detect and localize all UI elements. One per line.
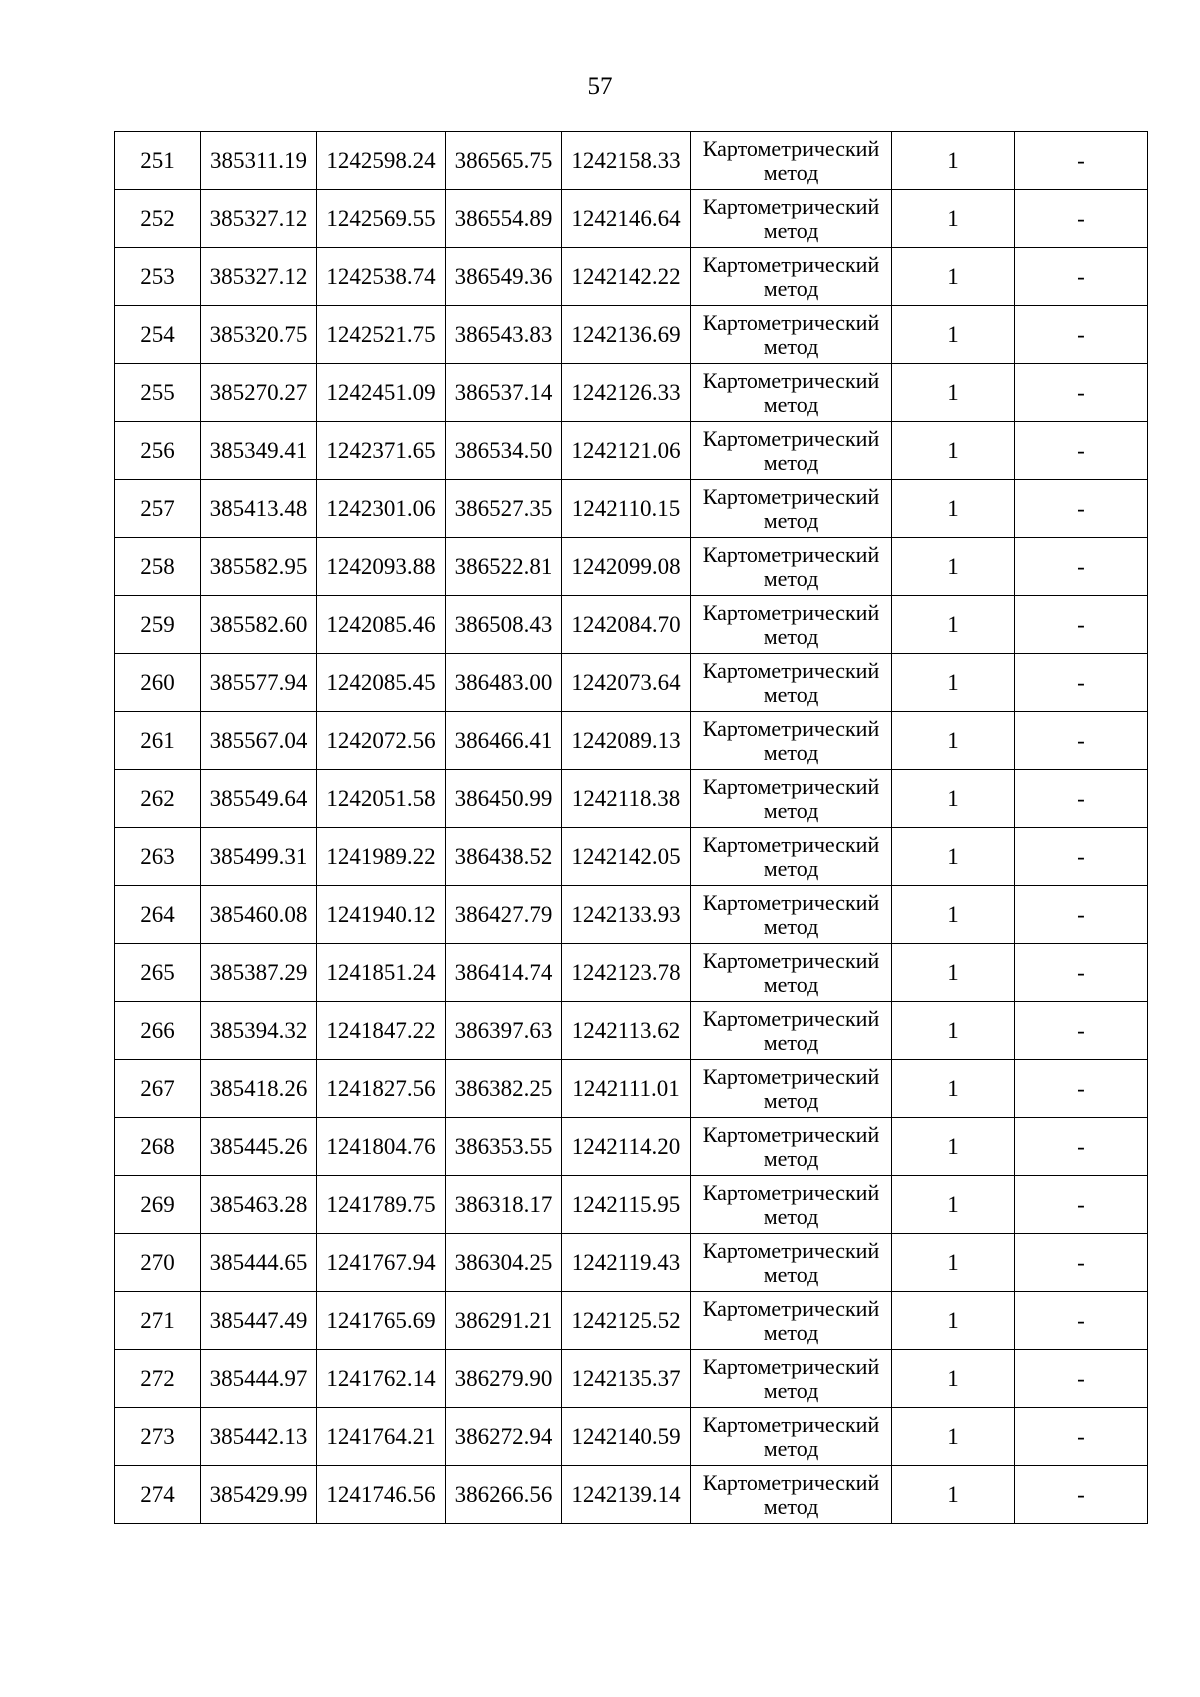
- y-new-cell: 1242146.64: [562, 190, 691, 248]
- note-cell: -: [1015, 1118, 1148, 1176]
- note-cell: -: [1015, 944, 1148, 1002]
- y-new-cell: 1242121.06: [562, 422, 691, 480]
- table-row: [115, 364, 1148, 422]
- method-word-1: Картометрический: [702, 367, 880, 393]
- point-number-cell: 271: [115, 1292, 201, 1350]
- y-old-cell: 1242085.46: [317, 596, 446, 654]
- method-word-1: Картометрический: [702, 599, 880, 625]
- method-word-2: метод: [763, 913, 819, 939]
- x-old-cell: 385582.95: [201, 538, 317, 596]
- y-new-cell: 1242099.08: [562, 538, 691, 596]
- method-word-1: Картометрический: [702, 1005, 880, 1031]
- table-row: [115, 1176, 1148, 1234]
- method-word-1: Картометрический: [702, 1121, 880, 1147]
- table-row: [115, 654, 1148, 712]
- table-row: [115, 1118, 1148, 1176]
- point-number-cell: 267: [115, 1060, 201, 1118]
- x-old-cell: 385463.28: [201, 1176, 317, 1234]
- accuracy-cell: 1: [892, 1002, 1015, 1060]
- note-cell: -: [1015, 132, 1148, 190]
- accuracy-cell: 1: [892, 190, 1015, 248]
- y-new-cell: 1242110.15: [562, 480, 691, 538]
- y-new-cell: 1242136.69: [562, 306, 691, 364]
- accuracy-cell: 1: [892, 712, 1015, 770]
- point-number-cell: 257: [115, 480, 201, 538]
- method-word-2: метод: [763, 507, 819, 533]
- table-body: [115, 132, 1148, 1524]
- page-number: 57: [587, 73, 613, 100]
- accuracy-cell: 1: [892, 1118, 1015, 1176]
- method-word-2: метод: [763, 217, 819, 243]
- note-cell: -: [1015, 306, 1148, 364]
- table-row: [115, 306, 1148, 364]
- accuracy-cell: 1: [892, 1350, 1015, 1408]
- method-cell: [691, 654, 892, 712]
- x-new-cell: 386534.50: [446, 422, 562, 480]
- y-new-cell: 1242113.62: [562, 1002, 691, 1060]
- method-word-1: Картометрический: [702, 1353, 880, 1379]
- y-new-cell: 1242089.13: [562, 712, 691, 770]
- y-old-cell: 1242569.55: [317, 190, 446, 248]
- y-new-cell: 1242114.20: [562, 1118, 691, 1176]
- y-new-cell: 1242118.38: [562, 770, 691, 828]
- note-cell: -: [1015, 422, 1148, 480]
- method-cell: [691, 1350, 892, 1408]
- x-old-cell: 385387.29: [201, 944, 317, 1002]
- method-word-1: Картометрический: [702, 251, 880, 277]
- table-row: [115, 1234, 1148, 1292]
- y-new-cell: 1242133.93: [562, 886, 691, 944]
- point-number-cell: 262: [115, 770, 201, 828]
- method-word-2: метод: [763, 449, 819, 475]
- y-new-cell: 1242115.95: [562, 1176, 691, 1234]
- table-row: [115, 538, 1148, 596]
- method-cell: [691, 1466, 892, 1524]
- accuracy-cell: 1: [892, 422, 1015, 480]
- x-old-cell: 385413.48: [201, 480, 317, 538]
- method-word-1: Картометрический: [702, 715, 880, 741]
- y-new-cell: 1242123.78: [562, 944, 691, 1002]
- y-old-cell: 1241764.21: [317, 1408, 446, 1466]
- method-cell: [691, 1176, 892, 1234]
- point-number-cell: 270: [115, 1234, 201, 1292]
- accuracy-cell: 1: [892, 1292, 1015, 1350]
- coordinates-table: [114, 131, 1148, 1524]
- y-old-cell: 1242051.58: [317, 770, 446, 828]
- note-cell: -: [1015, 654, 1148, 712]
- table-row: [115, 132, 1148, 190]
- x-old-cell: 385327.12: [201, 248, 317, 306]
- method-word-1: Картометрический: [702, 1411, 880, 1437]
- y-old-cell: 1241827.56: [317, 1060, 446, 1118]
- point-number-cell: 266: [115, 1002, 201, 1060]
- y-new-cell: 1242142.05: [562, 828, 691, 886]
- table-row: [115, 886, 1148, 944]
- note-cell: -: [1015, 480, 1148, 538]
- method-cell: [691, 1002, 892, 1060]
- note-cell: -: [1015, 828, 1148, 886]
- y-new-cell: 1242111.01: [562, 1060, 691, 1118]
- method-cell: [691, 712, 892, 770]
- x-old-cell: 385582.60: [201, 596, 317, 654]
- note-cell: -: [1015, 1292, 1148, 1350]
- method-cell: [691, 944, 892, 1002]
- y-new-cell: 1242073.64: [562, 654, 691, 712]
- y-new-cell: 1242125.52: [562, 1292, 691, 1350]
- method-cell: [691, 248, 892, 306]
- note-cell: -: [1015, 1002, 1148, 1060]
- note-cell: -: [1015, 1350, 1148, 1408]
- x-new-cell: 386450.99: [446, 770, 562, 828]
- note-cell: -: [1015, 190, 1148, 248]
- note-cell: -: [1015, 1176, 1148, 1234]
- note-cell: -: [1015, 248, 1148, 306]
- note-cell: -: [1015, 712, 1148, 770]
- method-cell: [691, 480, 892, 538]
- y-old-cell: 1242093.88: [317, 538, 446, 596]
- y-old-cell: 1242085.45: [317, 654, 446, 712]
- y-new-cell: 1242084.70: [562, 596, 691, 654]
- method-word-1: Картометрический: [702, 1295, 880, 1321]
- point-number-cell: 260: [115, 654, 201, 712]
- table-row: [115, 1466, 1148, 1524]
- y-old-cell: 1241847.22: [317, 1002, 446, 1060]
- method-cell: [691, 886, 892, 944]
- method-word-2: метод: [763, 1261, 819, 1287]
- method-cell: [691, 828, 892, 886]
- method-word-1: Картометрический: [702, 309, 880, 335]
- point-number-cell: 272: [115, 1350, 201, 1408]
- note-cell: -: [1015, 1060, 1148, 1118]
- method-cell: [691, 306, 892, 364]
- method-cell: [691, 364, 892, 422]
- y-old-cell: 1242451.09: [317, 364, 446, 422]
- method-cell: [691, 538, 892, 596]
- y-new-cell: 1242119.43: [562, 1234, 691, 1292]
- table-row: [115, 596, 1148, 654]
- x-new-cell: 386522.81: [446, 538, 562, 596]
- y-new-cell: 1242142.22: [562, 248, 691, 306]
- x-new-cell: 386543.83: [446, 306, 562, 364]
- table-row: [115, 248, 1148, 306]
- x-old-cell: 385445.26: [201, 1118, 317, 1176]
- method-word-2: метод: [763, 797, 819, 823]
- table-row: [115, 828, 1148, 886]
- method-cell: [691, 132, 892, 190]
- point-number-cell: 259: [115, 596, 201, 654]
- y-old-cell: 1242598.24: [317, 132, 446, 190]
- method-word-2: метод: [763, 1493, 819, 1519]
- x-old-cell: 385447.49: [201, 1292, 317, 1350]
- table-row: [115, 422, 1148, 480]
- x-old-cell: 385418.26: [201, 1060, 317, 1118]
- y-old-cell: 1242072.56: [317, 712, 446, 770]
- point-number-cell: 256: [115, 422, 201, 480]
- accuracy-cell: 1: [892, 1060, 1015, 1118]
- method-cell: [691, 1118, 892, 1176]
- x-new-cell: 386527.35: [446, 480, 562, 538]
- method-word-1: Картометрический: [702, 1179, 880, 1205]
- method-word-1: Картометрический: [702, 947, 880, 973]
- accuracy-cell: 1: [892, 538, 1015, 596]
- x-new-cell: 386537.14: [446, 364, 562, 422]
- point-number-cell: 273: [115, 1408, 201, 1466]
- method-cell: [691, 1292, 892, 1350]
- method-cell: [691, 770, 892, 828]
- y-old-cell: 1241989.22: [317, 828, 446, 886]
- accuracy-cell: 1: [892, 654, 1015, 712]
- method-word-1: Картометрический: [702, 831, 880, 857]
- point-number-cell: 268: [115, 1118, 201, 1176]
- x-old-cell: 385577.94: [201, 654, 317, 712]
- x-old-cell: 385270.27: [201, 364, 317, 422]
- table-row: [115, 712, 1148, 770]
- method-word-2: метод: [763, 1087, 819, 1113]
- note-cell: -: [1015, 364, 1148, 422]
- note-cell: -: [1015, 538, 1148, 596]
- x-old-cell: 385442.13: [201, 1408, 317, 1466]
- table-row: [115, 770, 1148, 828]
- x-old-cell: 385460.08: [201, 886, 317, 944]
- method-word-2: метод: [763, 1377, 819, 1403]
- point-number-cell: 252: [115, 190, 201, 248]
- method-word-2: метод: [763, 159, 819, 185]
- x-old-cell: 385499.31: [201, 828, 317, 886]
- y-new-cell: 1242139.14: [562, 1466, 691, 1524]
- y-new-cell: 1242140.59: [562, 1408, 691, 1466]
- method-word-2: метод: [763, 855, 819, 881]
- point-number-cell: 255: [115, 364, 201, 422]
- method-word-2: метод: [763, 275, 819, 301]
- accuracy-cell: 1: [892, 248, 1015, 306]
- point-number-cell: 274: [115, 1466, 201, 1524]
- x-new-cell: 386291.21: [446, 1292, 562, 1350]
- method-word-1: Картометрический: [702, 193, 880, 219]
- method-word-2: метод: [763, 739, 819, 765]
- x-new-cell: 386565.75: [446, 132, 562, 190]
- method-word-1: Картометрический: [702, 773, 880, 799]
- method-word-1: Картометрический: [702, 135, 880, 161]
- x-new-cell: 386438.52: [446, 828, 562, 886]
- x-new-cell: 386466.41: [446, 712, 562, 770]
- x-old-cell: 385394.32: [201, 1002, 317, 1060]
- y-old-cell: 1241804.76: [317, 1118, 446, 1176]
- x-old-cell: 385327.12: [201, 190, 317, 248]
- method-word-1: Картометрический: [702, 541, 880, 567]
- y-old-cell: 1241762.14: [317, 1350, 446, 1408]
- x-old-cell: 385320.75: [201, 306, 317, 364]
- y-old-cell: 1241789.75: [317, 1176, 446, 1234]
- y-new-cell: 1242135.37: [562, 1350, 691, 1408]
- method-word-1: Картометрический: [702, 425, 880, 451]
- table-row: [115, 190, 1148, 248]
- method-word-2: метод: [763, 1029, 819, 1055]
- accuracy-cell: 1: [892, 770, 1015, 828]
- x-new-cell: 386279.90: [446, 1350, 562, 1408]
- accuracy-cell: 1: [892, 1408, 1015, 1466]
- point-number-cell: 263: [115, 828, 201, 886]
- method-word-1: Картометрический: [702, 1237, 880, 1263]
- point-number-cell: 264: [115, 886, 201, 944]
- y-old-cell: 1241767.94: [317, 1234, 446, 1292]
- method-word-2: метод: [763, 333, 819, 359]
- x-old-cell: 385444.97: [201, 1350, 317, 1408]
- x-new-cell: 386483.00: [446, 654, 562, 712]
- x-old-cell: 385444.65: [201, 1234, 317, 1292]
- table-row: [115, 480, 1148, 538]
- method-cell: [691, 190, 892, 248]
- x-new-cell: 386508.43: [446, 596, 562, 654]
- table-row: [115, 1002, 1148, 1060]
- x-old-cell: 385311.19: [201, 132, 317, 190]
- point-number-cell: 253: [115, 248, 201, 306]
- method-cell: [691, 596, 892, 654]
- x-new-cell: 386414.74: [446, 944, 562, 1002]
- method-word-1: Картометрический: [702, 889, 880, 915]
- y-old-cell: 1242521.75: [317, 306, 446, 364]
- method-word-1: Картометрический: [702, 1063, 880, 1089]
- method-word-2: метод: [763, 1319, 819, 1345]
- accuracy-cell: 1: [892, 1234, 1015, 1292]
- accuracy-cell: 1: [892, 1176, 1015, 1234]
- table-row: [115, 1292, 1148, 1350]
- method-cell: [691, 1234, 892, 1292]
- method-word-2: метод: [763, 1145, 819, 1171]
- point-number-cell: 265: [115, 944, 201, 1002]
- accuracy-cell: 1: [892, 828, 1015, 886]
- point-number-cell: 251: [115, 132, 201, 190]
- note-cell: -: [1015, 596, 1148, 654]
- x-new-cell: 386318.17: [446, 1176, 562, 1234]
- x-new-cell: 386549.36: [446, 248, 562, 306]
- x-new-cell: 386554.89: [446, 190, 562, 248]
- note-cell: -: [1015, 886, 1148, 944]
- accuracy-cell: 1: [892, 306, 1015, 364]
- method-word-2: метод: [763, 565, 819, 591]
- y-old-cell: 1241940.12: [317, 886, 446, 944]
- method-cell: [691, 1060, 892, 1118]
- y-new-cell: 1242126.33: [562, 364, 691, 422]
- note-cell: -: [1015, 1408, 1148, 1466]
- note-cell: -: [1015, 1234, 1148, 1292]
- note-cell: -: [1015, 1466, 1148, 1524]
- y-old-cell: 1242371.65: [317, 422, 446, 480]
- method-word-2: метод: [763, 623, 819, 649]
- method-word-2: метод: [763, 391, 819, 417]
- method-cell: [691, 422, 892, 480]
- accuracy-cell: 1: [892, 886, 1015, 944]
- method-word-1: Картометрический: [702, 657, 880, 683]
- x-new-cell: 386427.79: [446, 886, 562, 944]
- point-number-cell: 269: [115, 1176, 201, 1234]
- x-old-cell: 385567.04: [201, 712, 317, 770]
- accuracy-cell: 1: [892, 132, 1015, 190]
- x-new-cell: 386272.94: [446, 1408, 562, 1466]
- y-old-cell: 1241765.69: [317, 1292, 446, 1350]
- accuracy-cell: 1: [892, 944, 1015, 1002]
- method-word-1: Картометрический: [702, 483, 880, 509]
- point-number-cell: 261: [115, 712, 201, 770]
- y-old-cell: 1242301.06: [317, 480, 446, 538]
- method-word-2: метод: [763, 971, 819, 997]
- accuracy-cell: 1: [892, 364, 1015, 422]
- method-word-2: метод: [763, 681, 819, 707]
- table-row: [115, 944, 1148, 1002]
- x-new-cell: 386304.25: [446, 1234, 562, 1292]
- y-old-cell: 1241851.24: [317, 944, 446, 1002]
- note-cell: -: [1015, 770, 1148, 828]
- y-old-cell: 1241746.56: [317, 1466, 446, 1524]
- x-new-cell: 386266.56: [446, 1466, 562, 1524]
- method-word-1: Картометрический: [702, 1469, 880, 1495]
- table-row: [115, 1060, 1148, 1118]
- method-word-2: метод: [763, 1203, 819, 1229]
- x-old-cell: 385549.64: [201, 770, 317, 828]
- table-row: [115, 1408, 1148, 1466]
- point-number-cell: 254: [115, 306, 201, 364]
- method-cell: [691, 1408, 892, 1466]
- x-new-cell: 386397.63: [446, 1002, 562, 1060]
- method-word-2: метод: [763, 1435, 819, 1461]
- accuracy-cell: 1: [892, 1466, 1015, 1524]
- x-old-cell: 385349.41: [201, 422, 317, 480]
- x-new-cell: 386353.55: [446, 1118, 562, 1176]
- y-new-cell: 1242158.33: [562, 132, 691, 190]
- table-row: [115, 1350, 1148, 1408]
- accuracy-cell: 1: [892, 480, 1015, 538]
- x-old-cell: 385429.99: [201, 1466, 317, 1524]
- y-old-cell: 1242538.74: [317, 248, 446, 306]
- accuracy-cell: 1: [892, 596, 1015, 654]
- point-number-cell: 258: [115, 538, 201, 596]
- x-new-cell: 386382.25: [446, 1060, 562, 1118]
